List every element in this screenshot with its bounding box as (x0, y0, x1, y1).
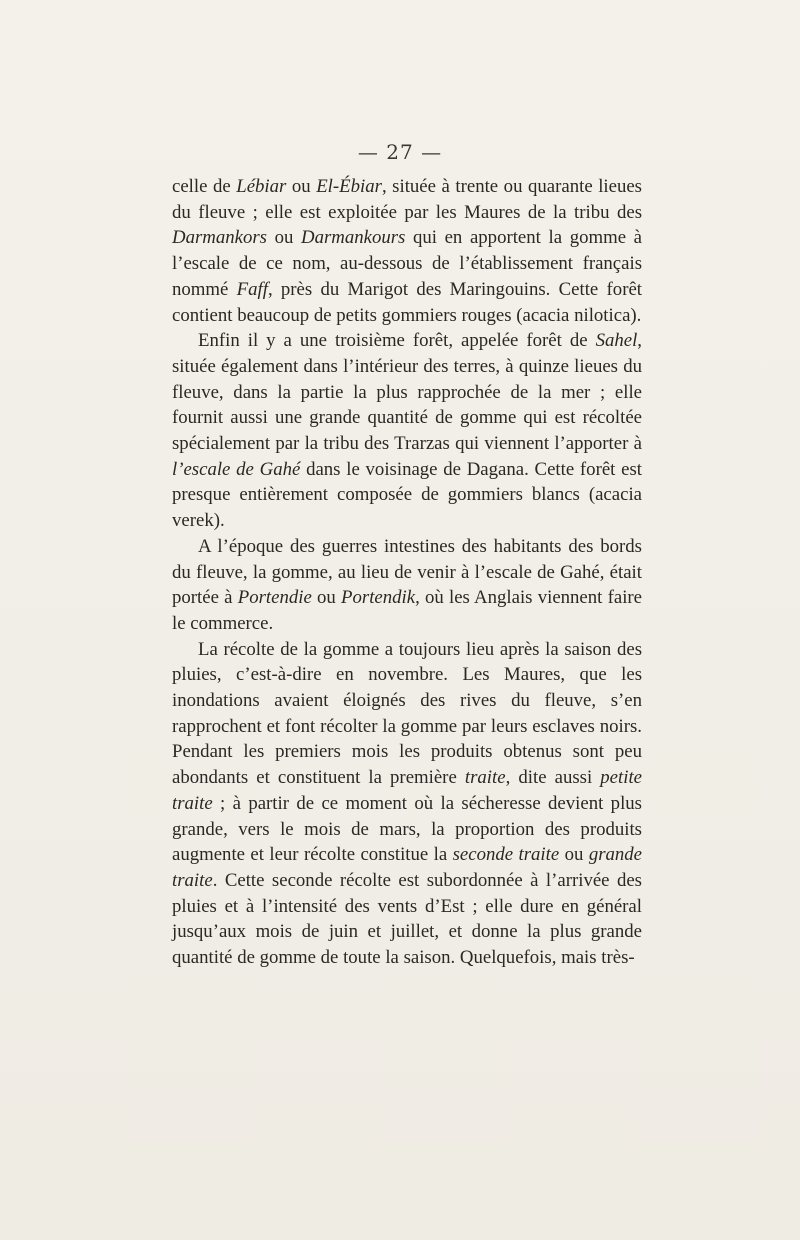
text-run: Enfin il y a une troisième forêt, appelée forêt de (198, 330, 596, 352)
italic-text: Portendik (341, 587, 416, 609)
text-run: La récolte de la gomme a toujours lieu après la saison des pluies, c’est-à-dire en novembre. Les Maures, que les inondations avaient éloignés des rives du fleuve, s’en rapprochent et font récolter la gomme par leurs esclaves noirs. Pendant les premiers mois les produits obtenus sont peu abondants et constituent la première (172, 638, 642, 789)
paragraph (172, 534, 642, 637)
italic-text: seconde traite (452, 844, 560, 866)
italic-text: Faff (236, 278, 268, 300)
text-run: dans le voisinage de Dagana. Cette forêt est presque entièrement composée de gommiers blancs (acacia verek). (172, 458, 642, 532)
italic-text: Portendie (237, 587, 312, 609)
italic-text: Darmankours (301, 227, 406, 249)
italic-text: traite (464, 767, 506, 789)
text-run: celle de (172, 176, 237, 197)
paragraph (172, 174, 642, 328)
italic-text: Lébiar (236, 176, 287, 197)
page-number: — 27 — (357, 140, 443, 164)
italic-text: El-Ébiar (316, 176, 382, 197)
text-run: , près du Marigot des Maringouins. Cette forêt contient beaucoup de petits gommiers rouges (acacia nilotica). (172, 278, 643, 326)
text-run: ou (286, 176, 317, 197)
body-text (172, 174, 642, 971)
italic-text: petite traite (172, 767, 642, 814)
text-run: qui en apportent la gomme à l’escale de ce nom, au-dessous de l’établissement français nommé (172, 227, 642, 300)
text-run: ou (311, 587, 342, 609)
italic-text: Darmankors (172, 227, 267, 249)
italic-text: grande traite (172, 844, 643, 891)
text-run: , où les Anglais viennent faire le commerce. (172, 587, 642, 634)
italic-text: Sahel (595, 330, 638, 352)
text-run: A l’époque des guerres intestines des habitants des bords du fleuve, la gomme, au lieu de venir à l’escale de Gahé, était portée à (172, 535, 642, 609)
text-run: , située à trente ou quarante lieues du fleuve ; elle est exploitée par les Maures de la tribu des (172, 176, 642, 223)
italic-text: l’escale de Gahé (172, 458, 301, 480)
text-run: ou (559, 844, 589, 866)
paragraph (172, 637, 642, 971)
text-run: ; à partir de ce moment où la sécheresse devient plus grande, vers le mois de mars, la proportion des produits augmente et leur récolte constitue la (172, 792, 642, 866)
text-run: ou (266, 227, 301, 249)
text-run: , située également dans l’intérieur des terres, à quinze lieues du fleuve, dans la partie la plus rapprochée de la mer ; elle fournit aussi une grande quantité de gomme qui est récoltée spécialement par la tribu des Trarzas qui viennent l’apporter à (172, 330, 642, 455)
text-run: . Cette seconde récolte est subordonnée à l’arrivée des pluies et à l’intensité des vents d’Est ; elle dure en général jusqu’aux mois de juin et juillet, et donne la plus grande quantité de gomme de toute la saison. Quelquefois, mais très- (172, 869, 642, 969)
text-run: , dite aussi (505, 767, 601, 789)
paragraph (172, 328, 642, 534)
